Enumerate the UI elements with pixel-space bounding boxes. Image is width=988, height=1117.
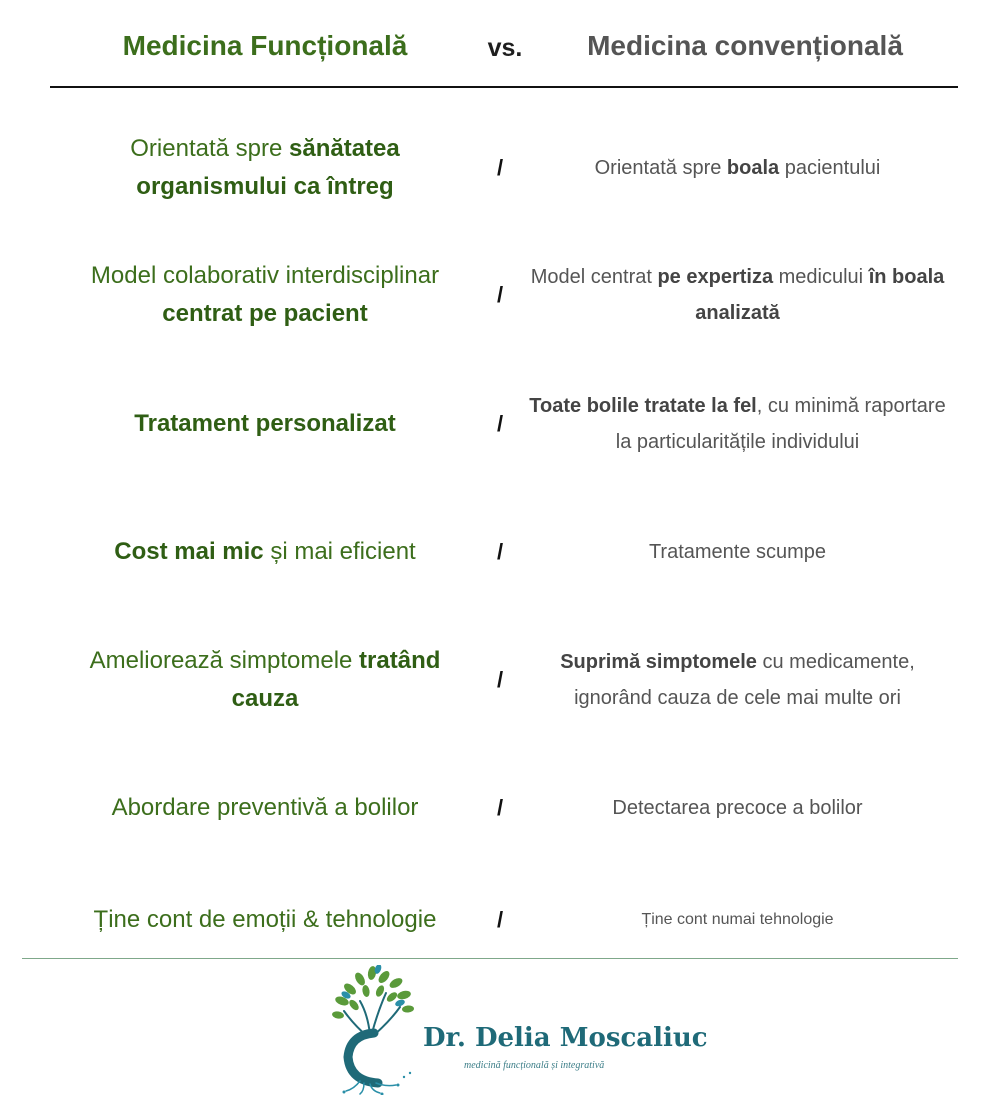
comparison-row-5	[0, 624, 988, 736]
bold-text-segment: centrat pe pacient	[162, 300, 368, 327]
comparison-row-3	[0, 369, 988, 479]
header-functional-medicine: Medicina Funcțională	[122, 30, 408, 61]
comparison-row-2	[0, 239, 988, 351]
row-7-conventional	[525, 902, 950, 938]
text-segment: cu medicamente, ignorând cauza de cele mai multe ori	[574, 651, 915, 709]
comparison-row-1	[0, 128, 988, 208]
comparison-row-6	[0, 786, 988, 830]
text-segment: Ameliorează simptomele	[89, 647, 360, 674]
logo-title: Dr. Delia Moscaliuc	[423, 1023, 708, 1053]
text-segment: Model colaborativ interdisciplinar	[90, 262, 440, 289]
text-segment: Detectarea precoce a bolilor	[612, 797, 863, 819]
row-4-functional	[55, 533, 475, 571]
header-conventional-medicine: Medicina convențională	[587, 30, 903, 61]
comparison-row-4	[0, 530, 988, 574]
bold-text-segment: Cost mai mic	[114, 538, 264, 565]
text-segment: Model centrat	[530, 266, 658, 288]
bold-text-segment: pe expertiza	[657, 266, 774, 288]
text-segment: și mai eficient	[263, 538, 416, 565]
comparison-header	[0, 0, 988, 88]
text-segment: Abordare preventivă a bolilor	[111, 794, 419, 821]
bold-text-segment: sănătatea organismului ca întreg	[136, 135, 400, 200]
text-segment: pacientului	[779, 157, 881, 179]
text-segment: Orientată spre	[594, 157, 727, 179]
text-segment: Tratamente scumpe	[648, 541, 827, 563]
header-divider	[50, 86, 958, 88]
row-5-conventional	[525, 644, 950, 716]
row-6-functional	[55, 789, 475, 827]
bold-text-segment: Suprimă simptomele	[560, 651, 757, 673]
bold-text-segment: boala	[726, 157, 780, 179]
row-4-separator: /	[496, 539, 504, 564]
row-6-separator: /	[496, 795, 504, 820]
row-3-separator: /	[496, 411, 504, 436]
row-1-functional	[55, 130, 475, 206]
text-segment: Orientată spre	[130, 135, 289, 162]
row-1-separator: /	[496, 155, 504, 180]
bold-text-segment: în boala analizată	[695, 266, 945, 324]
text-segment: medicului	[773, 266, 869, 288]
bold-text-segment: Toate bolile tratate la fel	[529, 395, 757, 417]
text-segment: , cu minimă raportare la particularitățile individului	[615, 395, 946, 453]
row-2-functional	[55, 257, 475, 333]
row-2-conventional	[525, 259, 950, 331]
row-5-separator: /	[496, 667, 504, 692]
row-3-conventional	[525, 388, 950, 460]
row-5-functional	[55, 642, 475, 718]
header-vs: vs.	[487, 34, 523, 62]
row-7-separator: /	[496, 907, 504, 932]
comparison-row-7	[0, 898, 988, 942]
row-6-conventional	[525, 790, 950, 826]
text-segment: Ține cont de emoții & tehnologie	[93, 906, 437, 933]
bold-text-segment: Tratament personalizat	[134, 410, 396, 437]
footer-divider	[22, 958, 958, 959]
text-segment: Ține cont numai tehnologie	[641, 911, 834, 928]
brand-logo	[320, 965, 708, 1095]
row-2-separator: /	[496, 282, 504, 307]
bold-text-segment: tratând cauza	[231, 647, 441, 712]
row-4-conventional	[525, 534, 950, 570]
row-3-functional	[55, 405, 475, 443]
row-1-conventional	[525, 150, 950, 186]
logo-subtitle: medicină funcțională și integrativă	[464, 1060, 605, 1071]
row-7-functional	[55, 901, 475, 939]
